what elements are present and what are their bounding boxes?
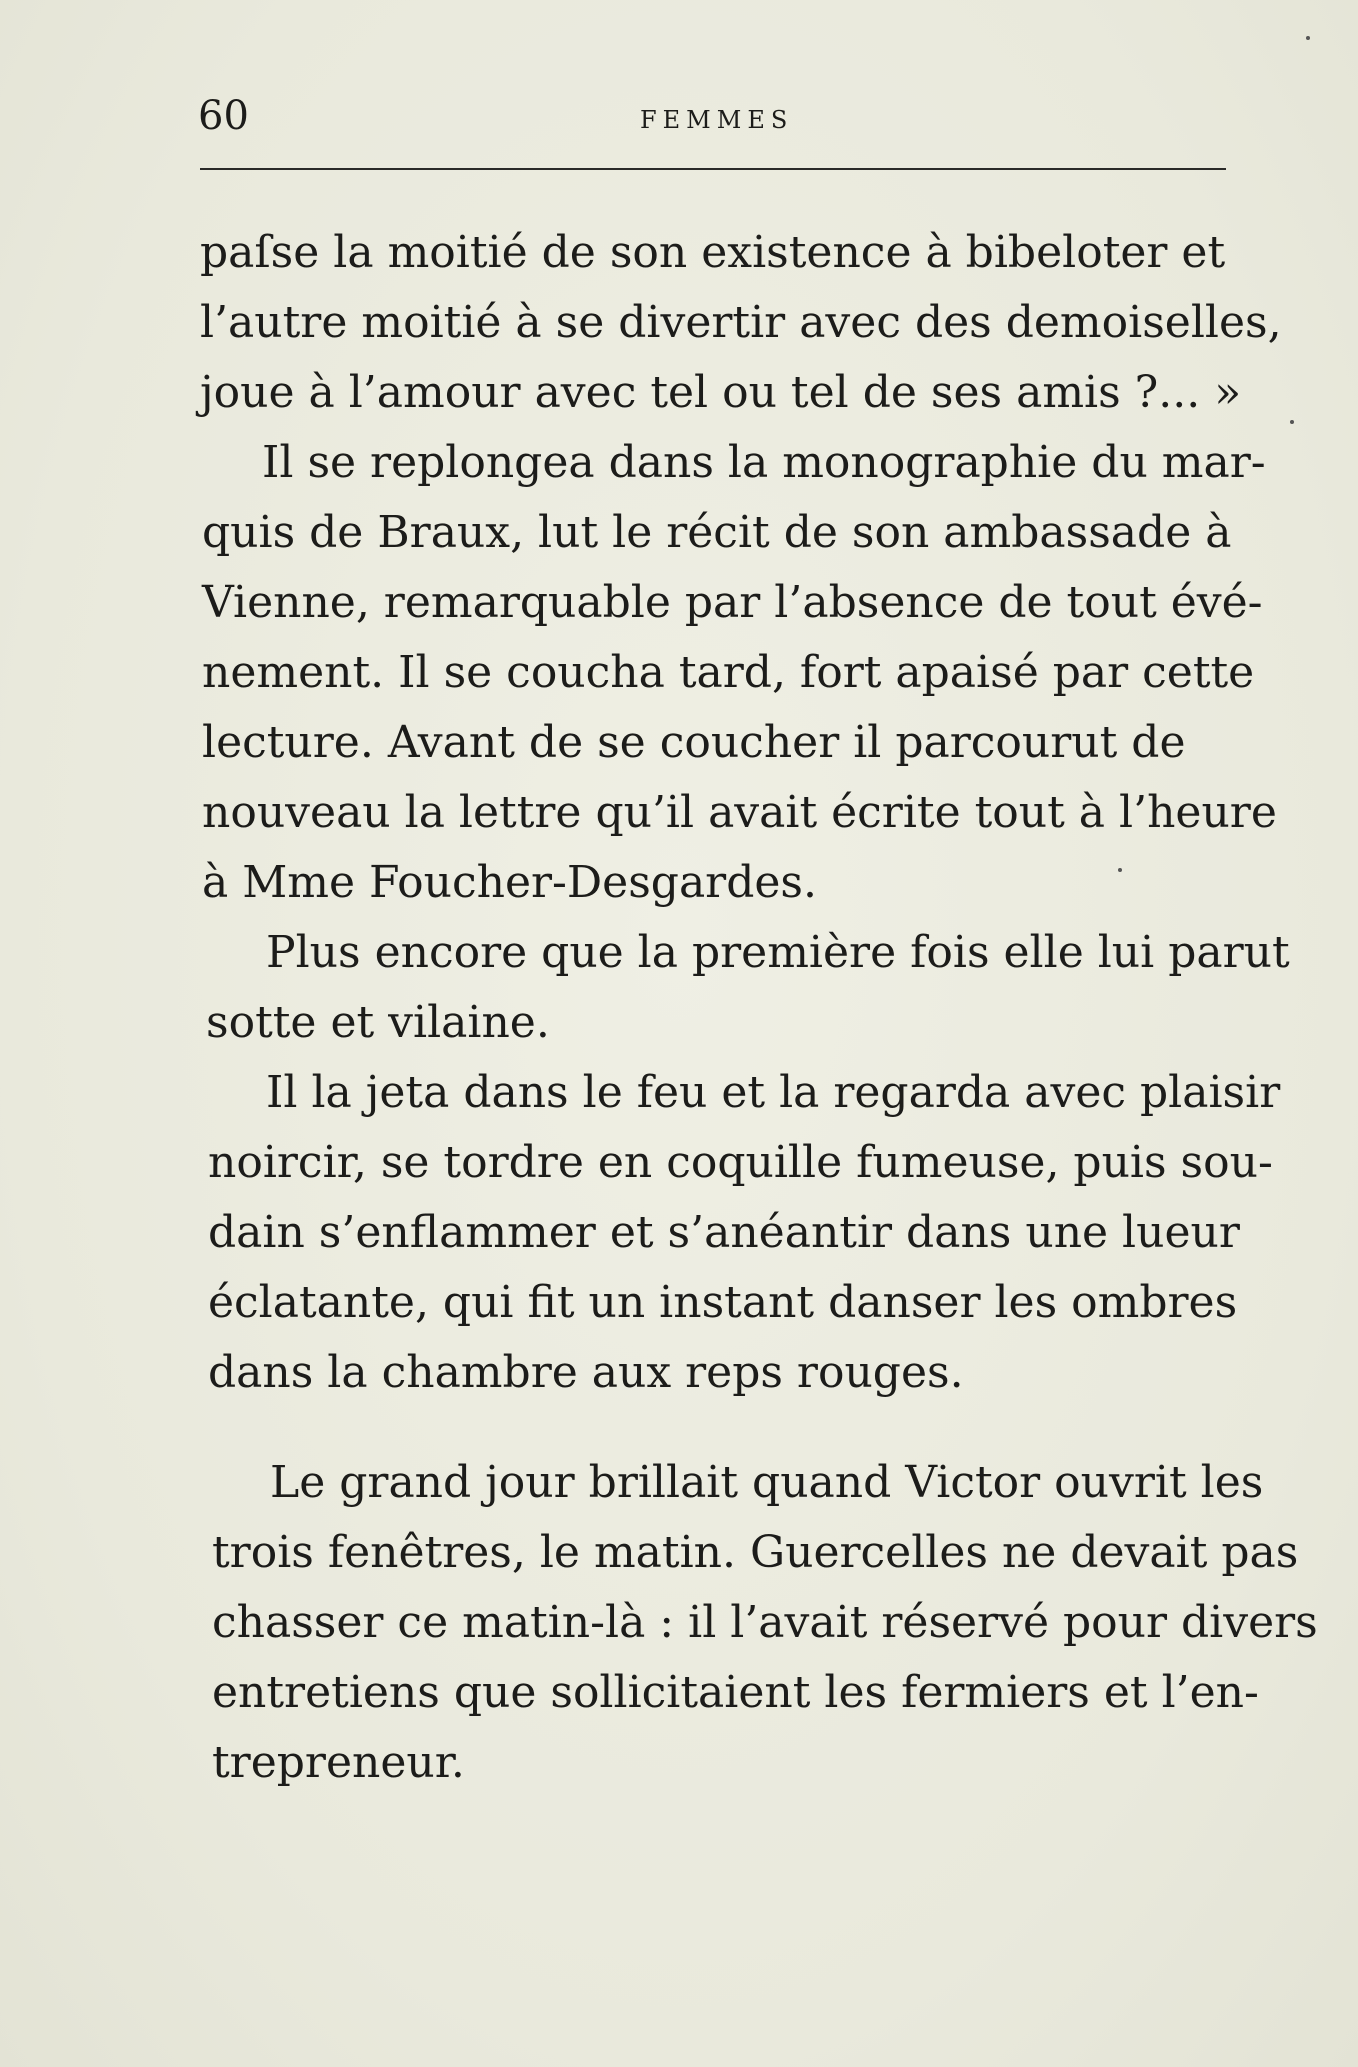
- text-line: paſse la moitié de son existence à bibeloter et: [200, 227, 1226, 278]
- text-line: Il la jeta dans le feu et la regarda avec plaisir: [266, 1067, 1281, 1118]
- text-line: l’autre moitié à se divertir avec des demoiselles,: [200, 297, 1282, 348]
- text-line: trepreneur.: [212, 1737, 465, 1788]
- text-line: quis de Braux, lut le récit de son ambassade à: [202, 507, 1232, 558]
- header-rule: [200, 168, 1226, 170]
- page-number: 60: [198, 93, 249, 139]
- paper-speck: [1290, 420, 1294, 424]
- text-line: joue à l’amour avec tel ou tel de ses amis ?... »: [200, 367, 1242, 418]
- text-line: Il se replongea dans la monographie du mar-: [262, 437, 1266, 488]
- text-line: dans la chambre aux reps rouges.: [208, 1347, 964, 1398]
- text-line: noircir, se tordre en coquille fumeuse, puis sou-: [208, 1137, 1273, 1188]
- paper-speck: [1306, 36, 1310, 40]
- text-line: Le grand jour brillait quand Victor ouvrit les: [270, 1457, 1264, 1508]
- text-line: nouveau la lettre qu’il avait écrite tout à l’heure: [202, 787, 1277, 838]
- text-line: Vienne, remarquable par l’absence de tout évé-: [202, 577, 1263, 628]
- text-line: entretiens que sollicitaient les fermiers et l’en-: [212, 1667, 1259, 1718]
- running-head: FEMMES: [640, 106, 794, 134]
- paper-speck: [1118, 868, 1122, 872]
- text-line: trois fenêtres, le matin. Guercelles ne devait pas: [212, 1527, 1299, 1578]
- text-line: sotte et vilaine.: [206, 997, 550, 1048]
- text-line: dain s’enflammer et s’anéantir dans une lueur: [208, 1207, 1240, 1258]
- text-line: à Mme Foucher-Desgardes.: [202, 857, 817, 908]
- text-line: chasser ce matin-là : il l’avait réservé pour divers: [212, 1597, 1318, 1648]
- text-line: lecture. Avant de se coucher il parcourut de: [202, 717, 1186, 768]
- text-line: Plus encore que la première fois elle lui parut: [266, 927, 1290, 978]
- text-line: éclatante, qui fit un instant danser les ombres: [208, 1277, 1238, 1328]
- text-line: nement. Il se coucha tard, fort apaisé par cette: [202, 647, 1255, 698]
